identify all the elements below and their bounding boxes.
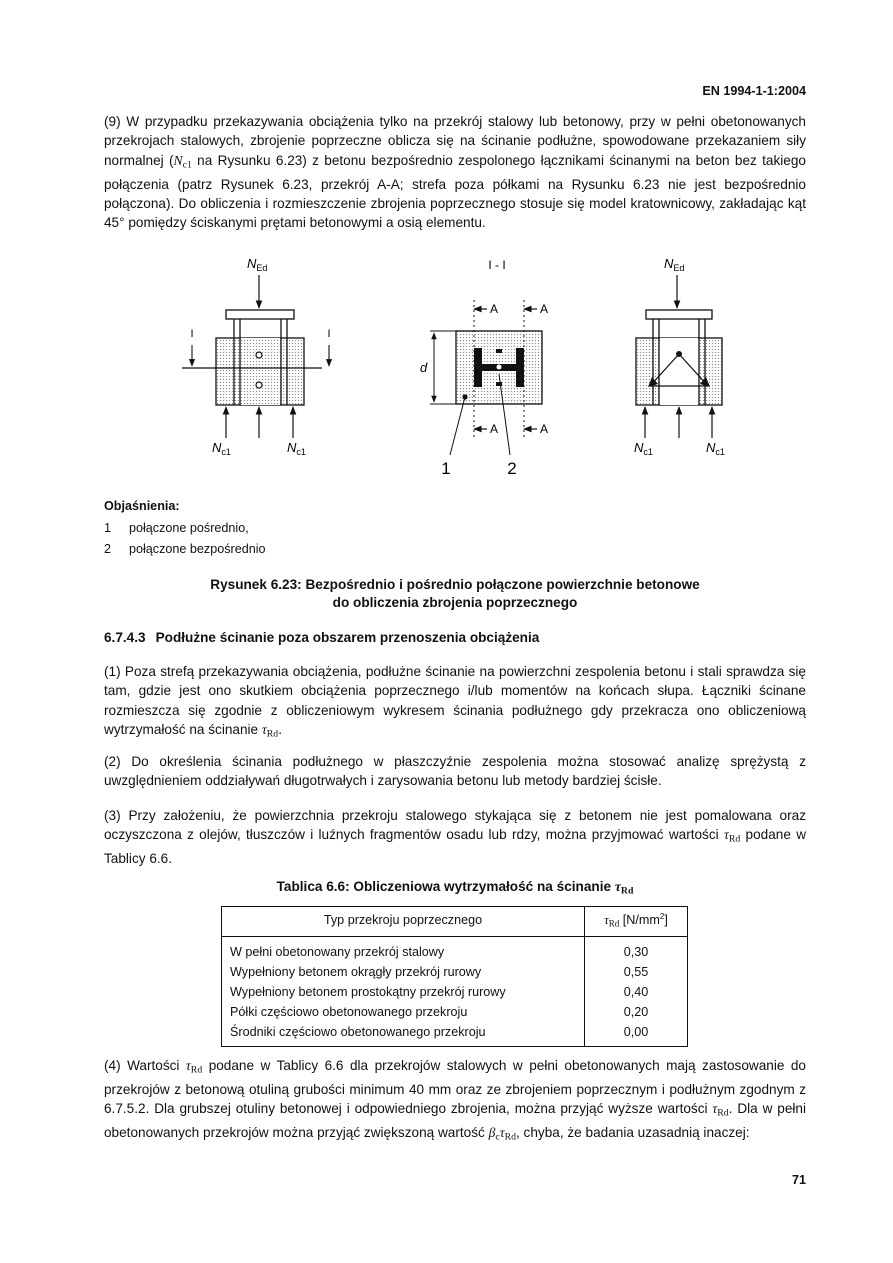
svg-text:2: 2 — [507, 459, 517, 478]
legend-title: Objaśnienia: — [104, 499, 180, 513]
svg-text:A: A — [540, 302, 549, 316]
page-number: 71 — [791, 1173, 806, 1187]
paragraph-4: (4) Wartości $\tau_{Rd}$ podane w Tablicy 6.6 dla przekrojów stalowych w pełni obetonowanych mają zastosowanie do przekrojów z betonową otuliną grubości minimum 40 mm oraz ze zbrojeniem poprzecznym i podłużnym zgodnym z 6.7.5.2. Dla grubszej otuliny betonowej i odpowiedniego zbrojenia, można przyjąć wyższe wartości $\tau_{Rd}$. Dla w pełni obetonowanych przekrojów można przyjąć zwiększoną wartość $\beta_c\tau_{Rd}$, chyba, że badania uzasadnią inaczej: — [104, 1058, 806, 1143]
table-header-type: Typ przekroju poprzecznego — [222, 907, 585, 937]
legend-item: 2 połączone bezpośrednio — [104, 542, 266, 556]
svg-text:Nc1: $N_{c1}$ — [706, 440, 725, 457]
svg-text:Nc1: $N_{c1}$ — [212, 440, 231, 457]
svg-text:I: I — [327, 328, 331, 340]
table-6-6 — [221, 906, 688, 1047]
middle-diagram-section — [420, 258, 548, 478]
document-code: EN 1994-1-1:2004 — [702, 84, 806, 98]
table-row: W pełni obetonowany przekrój stalowy 0,30 — [222, 937, 688, 963]
table-row: Wypełniony betonem prostokątny przekrój rurowy 0,40 — [222, 982, 688, 1002]
svg-text:Nc1: $N_{c1}$ — [634, 440, 653, 457]
figure-6-23 — [150, 250, 750, 490]
table-row: Środniki częściowo obetonowanego przekroju 0,00 — [222, 1022, 688, 1047]
table-caption: Tablica 6.6: Obliczeniowa wytrzymałość na ścinanie $\tau_{Rd}$ — [276, 879, 634, 897]
svg-text:A: A — [540, 422, 549, 436]
svg-text:A: A — [490, 422, 499, 436]
svg-text:I: I — [190, 328, 194, 340]
right-diagram — [634, 256, 725, 457]
svg-text:NEd: $N_{Ed}$ — [664, 256, 685, 273]
figure-caption: Rysunek 6.23: Bezpośrednio i pośrednio połączone powierzchnie betonowe do obliczenia zbrojenia poprzecznego — [210, 577, 700, 610]
svg-text:A: A — [490, 302, 499, 316]
svg-text:I - I: I - I — [488, 258, 506, 272]
section-heading: 6.7.4.3 Podłużne ścinanie poza obszarem przenoszenia obciążenia — [104, 630, 540, 645]
left-diagram — [182, 256, 331, 457]
table-row: Półki częściowo obetonowanego przekroju 0,20 — [222, 1002, 688, 1022]
legend-item: 1 połączone pośrednio, — [104, 521, 249, 535]
svg-text:Nc1: $N_{c1}$ — [287, 440, 306, 457]
table-row: Wypełniony betonem okrągły przekrój rurowy 0,55 — [222, 962, 688, 982]
table-header-value: $\tau_{Rd}$ $[N/mm^2]$ — [585, 907, 688, 937]
paragraph-2: (2) Do określenia ścinania podłużnego w płaszczyźnie zespolenia można stosować analizę sprężystą z uwzględnieniem oddziaływań długotrwałych i zarysowania betonu lub metody bardziej ścisłe. — [104, 754, 806, 789]
svg-text:1: 1 — [441, 459, 451, 478]
paragraph-1: (1) Poza strefą przekazywania obciążenia, podłużne ścinanie na powierzchni zespolenia betonu i stali sprawdza się tam, gdzie jest ono skutkiem obciążenia poprzecznego i/lub momentów na końcach słupa. Łączniki ścinane rozmieszcza się zgodnie z obliczeniowym wykresem ścinania podłużnego gdy przekracza ono obliczeniową wytrzymałość na ścinanie $\tau_{Rd}$. — [104, 664, 806, 740]
paragraph-9: (9) W przypadku przekazywania obciążenia tylko na przekrój stalowy lub betonowy, przy w pełni obetonowanych przekrojach stalowych, zbrojenie poprzeczne oblicza się na ścinanie podłużne, spowodowane przekazaniem siły normalnej ($N_{c1}$ na Rysunku 6.23) z betonu bezpośrednio zespolonego łącznikami ścinanymi na beton bez takiego połączenia (patrz Rysunek 6.23, przekrój A-A; strefa poza półkami na Rysunku 6.23 nie jest bezpośrednio połączona). Do obliczenia i rozmieszczenie zbrojenia poprzecznego stosuje się model kratownicowy, zakładając kąt 45° pomiędzy ściskanymi prętami betonowymi a osią elementu. — [104, 114, 806, 231]
paragraph-3: (3) Przy założeniu, że powierzchnia przekroju stalowego stykająca się z betonem nie jest pomalowana oraz oczyszczona z olejów, tłuszczów i luźnych fragmentów osadu lub rdzy, można przyjmować wartości $\tau_{Rd}$ podane w Tablicy 6.6. — [104, 808, 807, 867]
svg-text:d: d — [420, 360, 428, 375]
ned-label-left: $N_{Ed}$ — [247, 256, 268, 273]
